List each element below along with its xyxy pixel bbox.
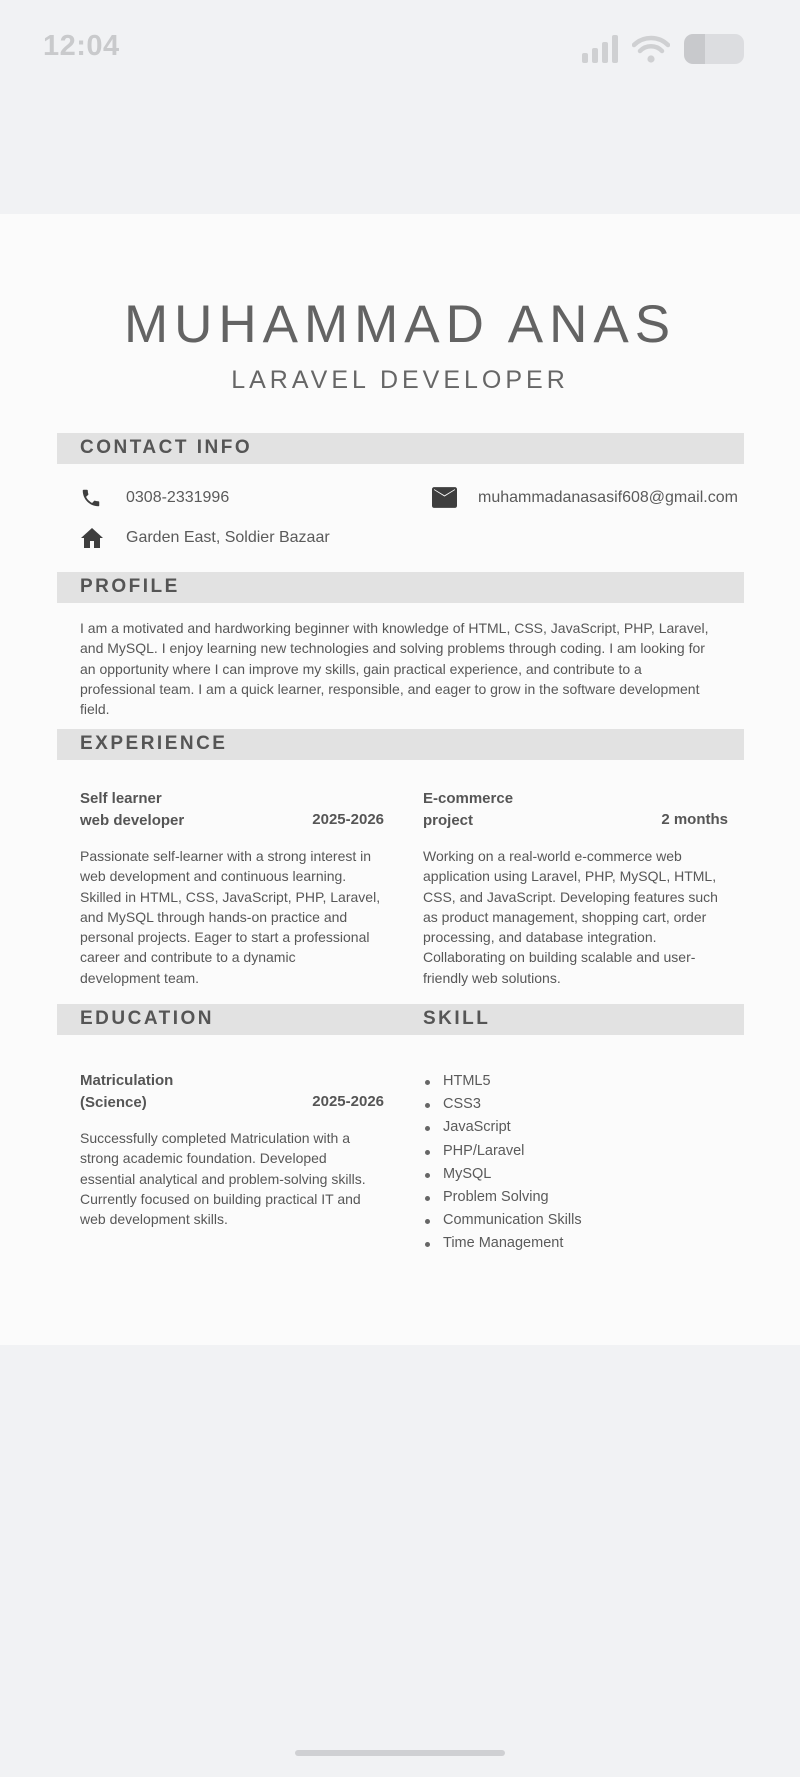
profile-line: an opportunity where I can improve my skills, gain practical experience, and contribute to a [80,660,642,677]
experience-line: friendly web solutions. [423,969,561,986]
education-title-line: Matriculation [80,1072,174,1089]
cellular-signal-icon [582,35,618,63]
status-icons [582,32,744,66]
education-line: essential analytical and problem-solving skills. [80,1170,366,1187]
battery-icon [684,34,744,64]
experience-item-description [423,846,738,988]
experience-line: Collaborating on building scalable and user- [423,949,696,966]
skill-item: HTML5 [423,1070,582,1093]
experience-line: processing, and database integration. [423,929,657,946]
experience-item-date: 2 months [661,811,728,828]
experience-line: Skilled in HTML, CSS, JavaScript, PHP, Laravel, [80,888,381,905]
contact-address-text: Garden East, Soldier Bazaar [126,529,330,546]
profile-heading: PROFILE [80,576,180,597]
education-line: web development skills. [80,1211,228,1228]
experience-item-title [423,788,513,832]
skills-list [423,1070,582,1256]
skill-item: Time Management [423,1232,582,1255]
resume-name: MUHAMMAD ANAS [123,295,677,354]
home-icon [80,527,104,549]
contact-phone[interactable] [80,487,229,509]
status-time: 12:04 [43,30,120,62]
experience-item-date: 2025-2026 [312,811,384,828]
education-heading: EDUCATION [80,1008,215,1029]
education-line: strong academic foundation. Developed [80,1150,327,1167]
experience-section-header [57,729,744,760]
skill-item: JavaScript [423,1116,582,1139]
education-item-date: 2025-2026 [312,1093,384,1110]
battery-level [684,34,705,64]
contact-email[interactable] [432,487,738,508]
experience-item-title [80,788,184,832]
contact-phone-text: 0308-2331996 [126,489,230,506]
profile-line: professional team. I am a quick learner, responsible, and eager to grow in the software development [80,680,700,697]
profile-line: field. [80,701,110,718]
contact-address [80,527,330,549]
skill-item: PHP/Laravel [423,1140,582,1163]
skill-item: MySQL [423,1163,582,1186]
experience-line: as product management, shopping cart, order [423,908,707,925]
education-line: Currently focused on building practical IT and [80,1190,361,1207]
email-icon [432,487,457,508]
experience-title-line: project [423,812,474,829]
education-line: Successfully completed Matriculation with a [80,1130,351,1146]
skill-heading: SKILL [423,1008,491,1029]
experience-title-line: E-commerce [423,790,514,807]
experience-title-line: web developer [80,812,185,829]
education-item-description [80,1128,390,1229]
experience-line: web development and continuous learning. [80,868,347,885]
experience-line: personal projects. Eager to start a professional [80,929,370,946]
profile-line: and MySQL. I enjoy learning new technologies and solving problems through coding. I am looking for [80,640,705,657]
skill-item: CSS3 [423,1093,582,1116]
wifi-icon [632,35,670,63]
experience-line: CSS, and JavaScript. Developing features such [423,888,718,905]
contact-email-text: muhammadanasasif608@gmail.com [478,488,738,506]
experience-line: Working on a real-world e-commerce web [423,848,682,864]
education-title-line: (Science) [80,1094,147,1111]
resume-page [0,214,800,1345]
phone-icon [80,487,102,509]
experience-item-description [80,846,390,988]
contact-heading: CONTACT INFO [80,437,253,458]
home-indicator[interactable] [295,1750,505,1756]
experience-heading: EXPERIENCE [80,733,228,754]
skill-item: Problem Solving [423,1186,582,1209]
contact-section-header [57,433,744,464]
education-skill-section-header [57,1004,744,1035]
status-bar [0,0,800,100]
profile-text [80,618,740,719]
experience-line: Passionate self-learner with a strong interest in [80,848,372,864]
education-item-title [80,1070,173,1114]
skill-item: Communication Skills [423,1209,582,1232]
experience-title-line: Self learner [80,790,162,807]
resume-job-title: LARAVEL DEVELOPER [231,366,569,394]
experience-line: application using Laravel, PHP, MySQL, HTML, [423,868,717,885]
experience-line: and MySQL through hands-on practice and [80,908,348,925]
profile-line: I am a motivated and hardworking beginner with knowledge of HTML, CSS, JavaScript, PHP, Laravel, [80,620,709,636]
experience-line: development team. [80,969,200,986]
experience-line: career and contribute to a dynamic [80,949,296,966]
profile-section-header [57,572,744,603]
